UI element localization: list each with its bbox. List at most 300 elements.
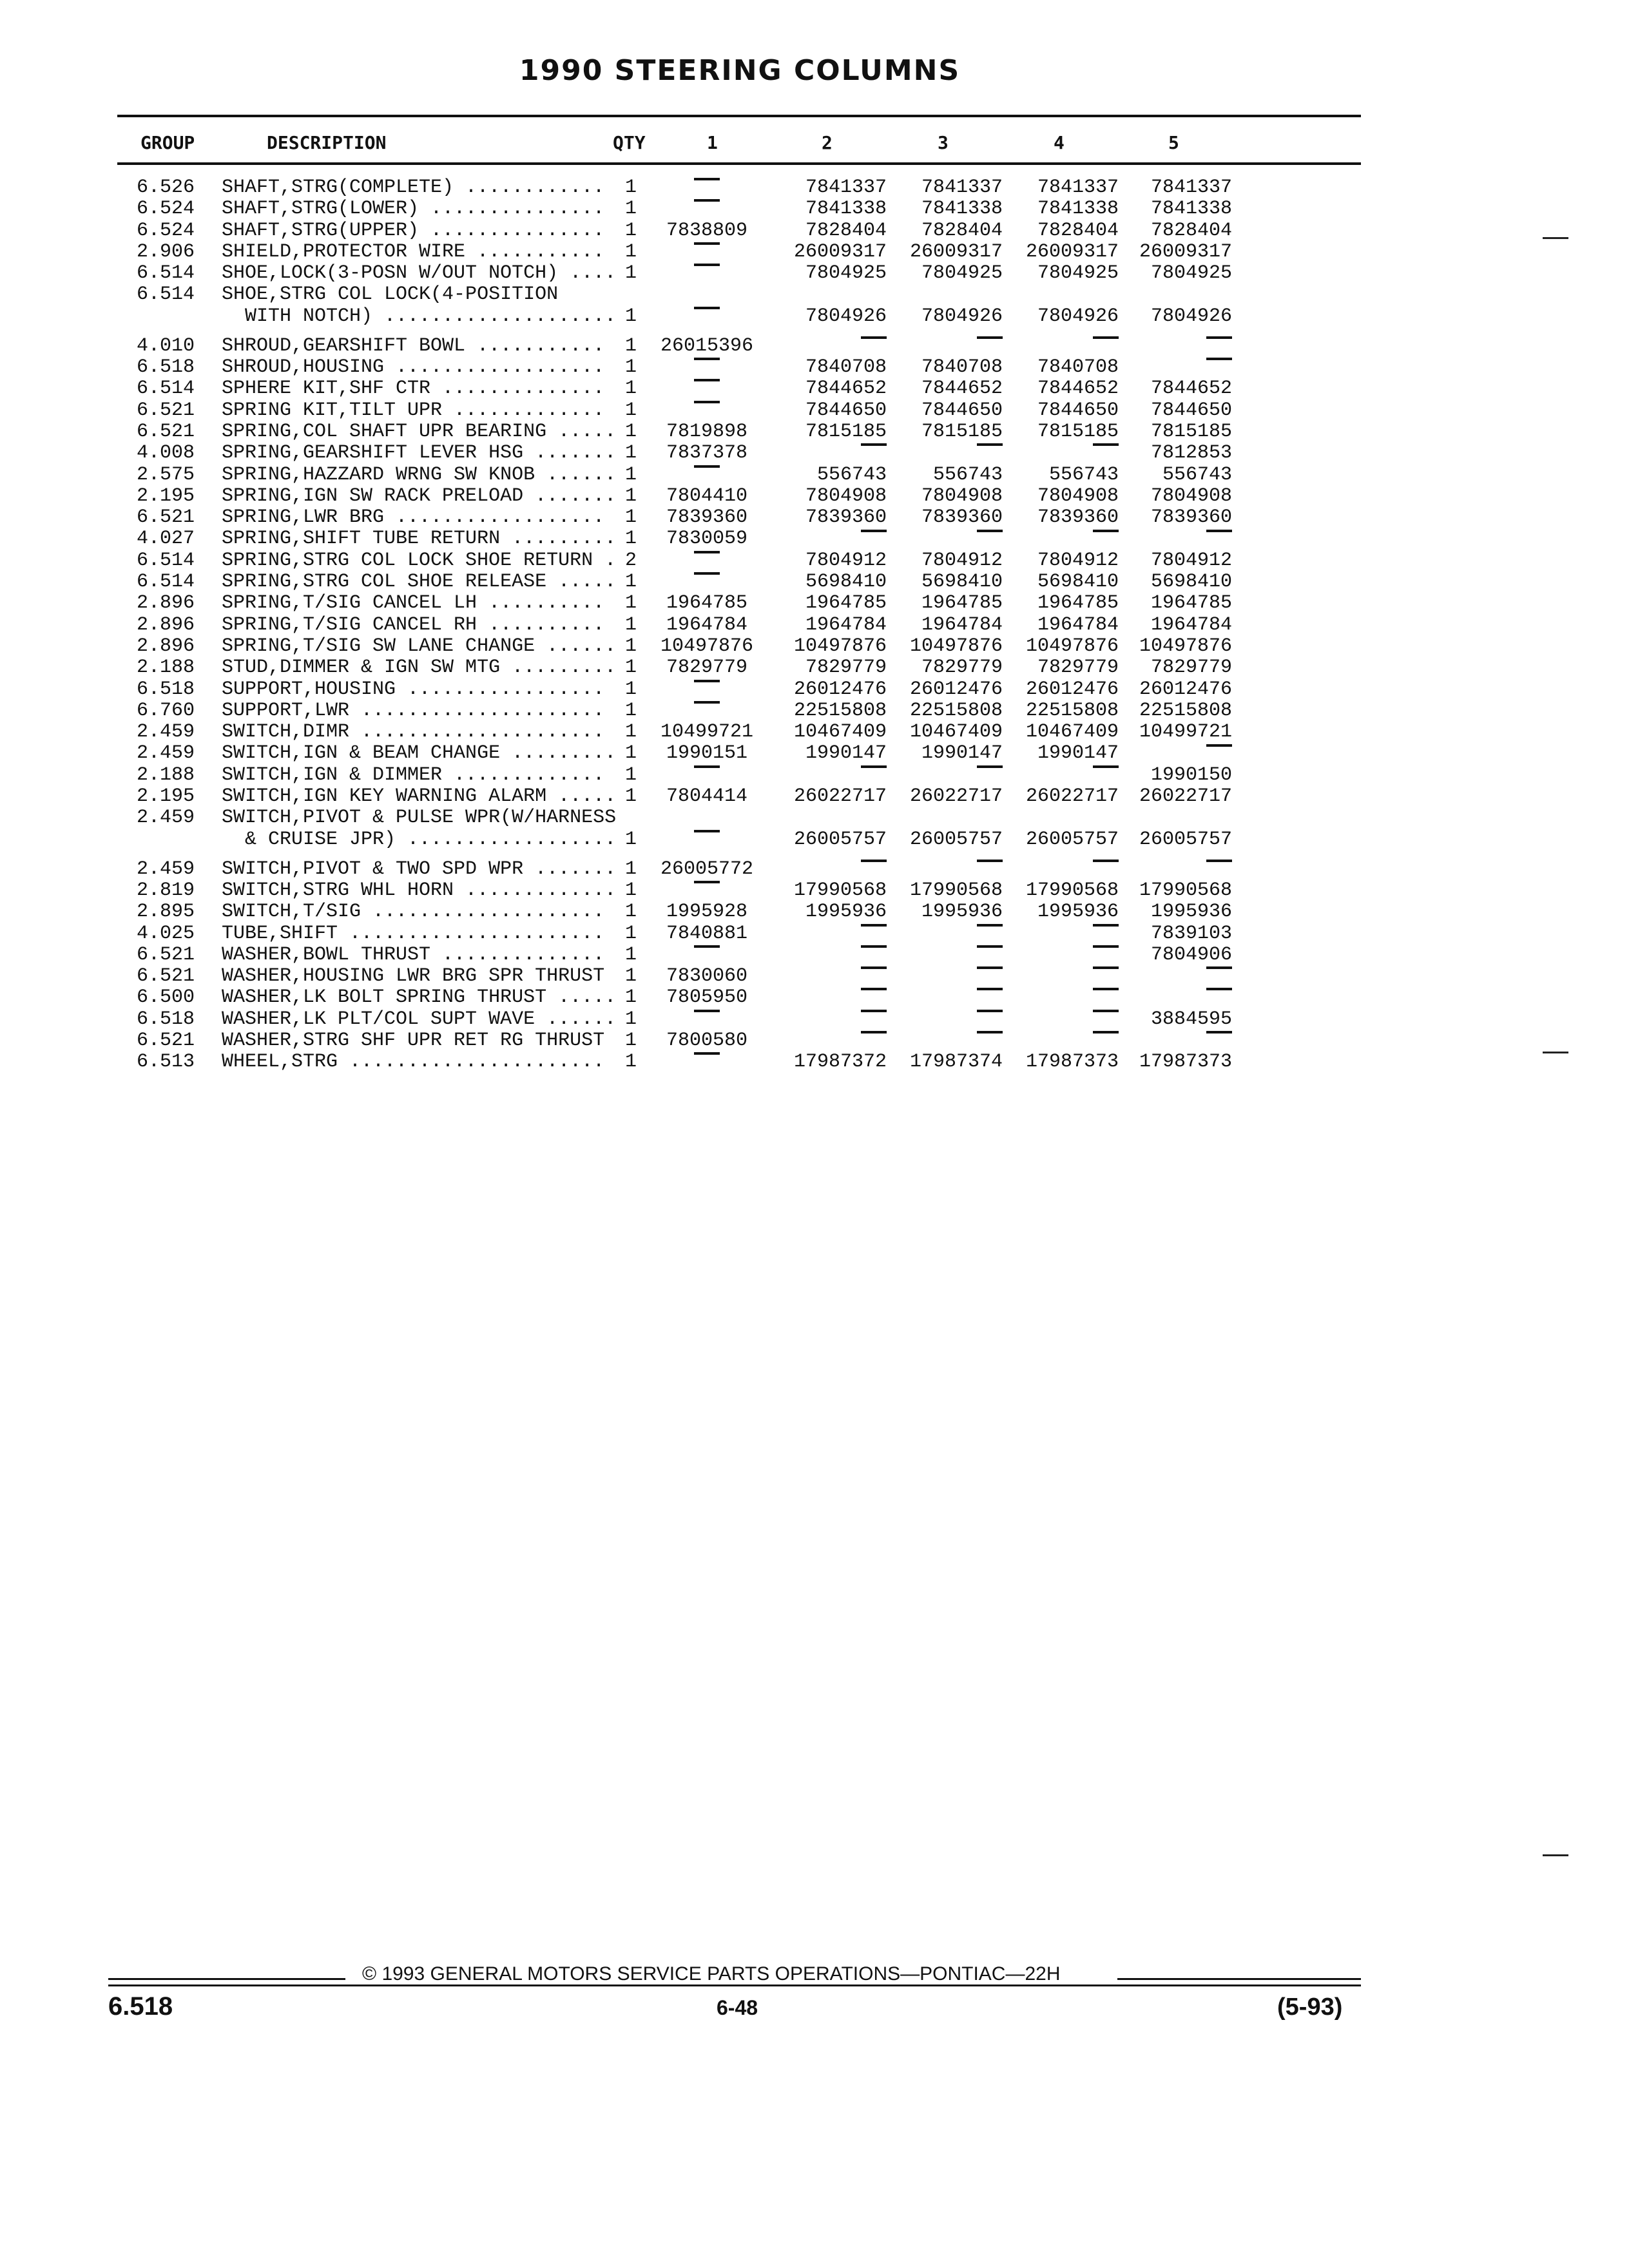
col3-cell: 1990147 [921,742,1003,765]
description-cell: SWITCH,IGN KEY WARNING ALARM ..... [222,785,617,808]
col2-cell: 1964785 [805,592,887,615]
col1-cell [644,263,769,284]
not-applicable-dash [694,765,720,768]
description-cell: TUBE,SHIFT ...................... [222,922,605,945]
qty-cell: 1 [625,1008,637,1030]
table-row [0,400,1629,421]
col4-cell: 10497876 [1025,635,1119,657]
col1-cell: 7830059 [666,528,748,550]
col4-cell [1005,1030,1119,1052]
col3-cell: 5698410 [921,571,1003,593]
table-row [0,679,1629,700]
col5-cell: 22515808 [1139,699,1232,722]
col5-cell [1121,528,1232,550]
description-cell: SPRING,T/SIG CANCEL LH .......... [222,592,605,615]
table-row [0,615,1629,636]
col3-cell [889,336,1003,357]
description-cell: WASHER,BOWL THRUST .............. [222,943,605,966]
not-applicable-dash [861,860,887,862]
col2-cell: 26005757 [793,828,887,850]
col3-cell: 22515808 [909,699,1003,722]
table-row [0,923,1629,945]
col1-cell [644,306,769,327]
table-row [0,357,1629,378]
col1-cell: 7800580 [666,1029,748,1052]
col3-cell [889,443,1003,464]
description-cell: SHOE,LOCK(3-POSN W/OUT NOTCH) .... [222,262,617,285]
not-applicable-dash [694,465,720,468]
table-row [0,550,1629,572]
description-cell: WASHER,LK BOLT SPRING THRUST ..... [222,986,617,1009]
not-applicable-dash [1093,860,1119,862]
col1-cell [644,177,769,198]
col3-cell: 1964785 [921,592,1003,615]
description-cell: WASHER,LK PLT/COL SUPT WAVE ...... [222,1008,617,1030]
col2-cell: 26012476 [793,678,887,700]
col-header-group: GROUP [140,132,195,153]
col2-cell: 22515808 [793,699,887,722]
col5-cell: 1964785 [1150,592,1232,615]
not-applicable-dash [1206,966,1232,969]
col3-cell: 26022717 [909,785,1003,808]
col3-cell [889,945,1003,966]
qty-cell: 1 [625,506,637,529]
description-cell: WASHER,STRG SHF UPR RET RG THRUST [222,1029,605,1052]
group-cell: 6.518 [137,356,195,379]
table-row [0,1052,1629,1073]
col4-cell: 1995936 [1037,901,1119,923]
col3-cell: 7829779 [921,657,1003,679]
group-cell: 2.575 [137,463,195,486]
not-applicable-dash [861,966,887,969]
col3-cell: 7804908 [921,485,1003,507]
col1-cell [644,1009,769,1030]
col4-cell: 7828404 [1037,219,1119,242]
table-row [0,443,1629,464]
description-cell: SWITCH,IGN & BEAM CHANGE ......... [222,742,617,765]
col5-cell [1121,357,1232,378]
group-cell: 6.521 [137,399,195,421]
not-applicable-dash [694,881,720,883]
table-row [0,765,1629,786]
col3-cell: 7841338 [921,198,1003,220]
col5-cell: 7828404 [1150,219,1232,242]
col2-cell [773,987,887,1008]
qty-cell: 1 [625,177,637,198]
table-row [0,636,1629,657]
not-applicable-dash [694,701,720,704]
col2-cell: 7841338 [805,198,887,220]
col2-cell [773,336,887,357]
table-row [0,1030,1629,1052]
col3-cell [889,859,1003,880]
qty-cell: 1 [625,613,637,636]
group-cell: 6.521 [137,965,195,988]
col2-cell: 17987372 [793,1051,887,1073]
revision-date: (5-93) [1277,1994,1343,2021]
not-applicable-dash [694,945,720,948]
qty-cell: 1 [625,240,637,263]
table-row [0,198,1629,220]
col3-cell [889,1030,1003,1052]
col3-cell: 1995936 [921,901,1003,923]
col2-cell: 26009317 [793,240,887,263]
not-applicable-dash [694,551,720,553]
col4-cell: 7804912 [1037,549,1119,572]
table-row [0,1009,1629,1030]
qty-cell: 1 [625,943,637,966]
not-applicable-dash [861,1031,887,1033]
table-row [0,284,1629,305]
col3-cell: 7804926 [921,305,1003,327]
col4-cell [1005,859,1119,880]
group-cell: 2.459 [137,807,195,829]
col4-cell: 7804908 [1037,485,1119,507]
not-applicable-dash [1206,530,1232,532]
description-cell: SPRING,LWR BRG .................. [222,506,605,529]
table-row [0,486,1629,507]
not-applicable-dash [1093,1010,1119,1012]
qty-cell: 1 [625,986,637,1009]
not-applicable-dash [977,988,1003,990]
col5-cell: 10497876 [1139,635,1232,657]
qty-cell: 1 [625,262,637,285]
qty-cell: 1 [625,699,637,722]
table-row [0,306,1629,336]
not-applicable-dash [861,443,887,446]
col4-cell [1005,443,1119,464]
col1-cell: 26015396 [660,334,754,357]
table-row [0,987,1629,1008]
col1-cell: 10497876 [660,635,754,657]
col-header-5: 5 [1168,132,1179,153]
group-cell: 2.896 [137,635,195,657]
col2-cell: 556743 [816,463,887,486]
not-applicable-dash [1093,988,1119,990]
col4-cell [1005,966,1119,987]
not-applicable-dash [1206,860,1232,862]
group-cell: 2.459 [137,858,195,880]
col4-cell: 7815185 [1037,420,1119,443]
description-cell: SPRING,GEARSHIFT LEVER HSG ....... [222,442,617,465]
col2-cell [773,528,887,550]
qty-cell: 1 [625,442,637,465]
qty-cell: 1 [625,764,637,786]
col1-cell [644,700,769,722]
qty-cell: 1 [625,219,637,242]
page-number: 6-48 [717,1996,758,2019]
description-cell: SHROUD,HOUSING .................. [222,356,605,379]
description-cell: SWITCH,T/SIG .................... [222,901,605,923]
col4-cell: 7804926 [1037,305,1119,327]
group-cell: 4.010 [137,334,195,357]
group-cell: 4.027 [137,528,195,550]
qty-cell: 1 [625,785,637,808]
col3-cell [889,528,1003,550]
not-applicable-dash [861,924,887,927]
group-cell: 6.760 [137,699,195,722]
table-row [0,220,1629,242]
qty-cell: 1 [625,721,637,744]
col5-cell [1121,966,1232,987]
section-number: 6.518 [108,1992,173,2021]
qty-cell: 1 [625,305,637,327]
qty-cell: 1 [625,485,637,507]
qty-cell: 1 [625,742,637,765]
col1-cell: 7829779 [666,657,748,679]
col5-cell: 7829779 [1150,657,1232,679]
col1-cell: 7838809 [666,219,748,242]
col4-cell: 7840708 [1037,356,1119,379]
binding-mark [1543,1052,1568,1053]
not-applicable-dash [1206,744,1232,747]
not-applicable-dash [977,765,1003,768]
col1-cell [644,357,769,378]
qty-cell: 1 [625,463,637,486]
col1-cell: 1964784 [666,613,748,636]
col5-cell [1121,336,1232,357]
not-applicable-dash [694,1010,720,1012]
col3-cell: 7844652 [921,378,1003,400]
col3-cell [889,765,1003,786]
col4-cell: 1990147 [1037,742,1119,765]
qty-cell: 1 [625,378,637,400]
col4-cell: 10467409 [1025,721,1119,744]
col4-cell: 7829779 [1037,657,1119,679]
col4-cell: 7804925 [1037,262,1119,285]
col1-cell [644,378,769,399]
table-row [0,263,1629,284]
description-cell: SPRING,T/SIG CANCEL RH .......... [222,613,605,636]
not-applicable-dash [861,945,887,948]
binding-mark [1543,237,1568,239]
description-cell: SPRING,STRG COL SHOE RELEASE ..... [222,571,617,593]
description-cell: WASHER,HOUSING LWR BRG SPR THRUST [222,965,605,988]
col1-cell: 7804414 [666,785,748,808]
col3-cell: 17990568 [909,879,1003,901]
group-cell: 2.459 [137,742,195,765]
table-row [0,177,1629,198]
table-row [0,807,1629,829]
not-applicable-dash [1206,1031,1232,1033]
col1-cell [644,1052,769,1073]
table-row [0,859,1629,880]
col5-cell: 7839360 [1150,506,1232,529]
not-applicable-dash [694,199,720,202]
col4-cell: 26022717 [1025,785,1119,808]
col4-cell: 7839360 [1037,506,1119,529]
description-cell: WITH NOTCH) .................... [222,305,617,327]
col1-cell [644,679,769,700]
not-applicable-dash [694,307,720,309]
col2-cell: 7815185 [805,420,887,443]
col3-cell: 17987374 [909,1051,1003,1073]
group-cell: 4.025 [137,922,195,945]
not-applicable-dash [1206,336,1232,339]
not-applicable-dash [694,572,720,575]
not-applicable-dash [861,988,887,990]
col-header-2: 2 [822,132,833,153]
group-cell: 2.895 [137,901,195,923]
group-cell: 6.524 [137,198,195,220]
col2-cell: 26022717 [793,785,887,808]
table-row [0,507,1629,528]
col5-cell: 26012476 [1139,678,1232,700]
col5-cell: 1995936 [1150,901,1232,923]
table-row [0,945,1629,966]
not-applicable-dash [1093,924,1119,927]
col3-cell [889,987,1003,1008]
description-cell: SPHERE KIT,SHF CTR .............. [222,378,605,400]
not-applicable-dash [694,1052,720,1055]
not-applicable-dash [694,830,720,832]
col3-cell [889,966,1003,987]
description-cell: SPRING KIT,TILT UPR ............. [222,399,605,421]
col1-cell: 7839360 [666,506,748,529]
col5-cell: 26009317 [1139,240,1232,263]
qty-cell: 1 [625,922,637,945]
col5-cell: 7841338 [1150,198,1232,220]
group-cell: 6.514 [137,262,195,285]
table-row [0,722,1629,743]
qty-cell: 1 [625,420,637,443]
description-cell: SUPPORT,HOUSING ................. [222,678,605,700]
description-cell: SHROUD,GEARSHIFT BOWL ........... [222,334,605,357]
col1-cell: 7830060 [666,965,748,988]
qty-cell: 2 [625,549,637,572]
col1-cell: 26005772 [660,858,754,880]
qty-cell: 1 [625,657,637,679]
table-row [0,829,1629,859]
qty-cell: 1 [625,334,637,357]
group-cell: 6.514 [137,378,195,400]
col2-cell [773,1030,887,1052]
group-cell: 2.896 [137,613,195,636]
not-applicable-dash [977,860,1003,862]
col4-cell [1005,1009,1119,1030]
col5-cell: 7844652 [1150,378,1232,400]
parts-table [0,177,1629,1073]
col5-cell [1121,859,1232,880]
col2-cell: 7804912 [805,549,887,572]
footer-rule-bottom [108,1984,1361,1986]
not-applicable-dash [694,401,720,403]
col4-cell: 7844652 [1037,378,1119,400]
table-row [0,528,1629,550]
header-rule [117,162,1361,165]
col5-cell: 3884595 [1150,1008,1232,1030]
qty-cell: 1 [625,571,637,593]
col1-cell: 1995928 [666,901,748,923]
not-applicable-dash [1206,358,1232,360]
table-row [0,700,1629,722]
col4-cell [1005,987,1119,1008]
not-applicable-dash [977,945,1003,948]
col3-cell: 7828404 [921,219,1003,242]
col4-cell: 26012476 [1025,678,1119,700]
group-cell: 6.526 [137,177,195,198]
description-cell: SHIELD,PROTECTOR WIRE ........... [222,240,605,263]
col4-cell: 1964784 [1037,613,1119,636]
description-cell: SHAFT,STRG(COMPLETE) ............ [222,177,605,198]
col5-cell: 7804912 [1150,549,1232,572]
col1-cell: 7840881 [666,922,748,945]
col1-cell [644,242,769,263]
qty-cell: 1 [625,879,637,901]
col2-cell: 7841337 [805,177,887,198]
col2-cell [773,966,887,987]
col2-cell: 7804925 [805,262,887,285]
col2-cell: 7840708 [805,356,887,379]
qty-cell: 1 [625,399,637,421]
col3-cell: 7815185 [921,420,1003,443]
group-cell: 6.500 [137,986,195,1009]
group-cell: 2.195 [137,785,195,808]
col3-cell [889,1009,1003,1030]
description-cell: SHAFT,STRG(UPPER) ............... [222,219,605,242]
col5-cell: 7815185 [1150,420,1232,443]
col4-cell: 26009317 [1025,240,1119,263]
description-cell: SHAFT,STRG(LOWER) ............... [222,198,605,220]
col5-cell: 7844650 [1150,399,1232,421]
table-row [0,242,1629,263]
page-title: 1990 STEERING COLUMNS [519,54,961,87]
col5-cell: 7839103 [1150,922,1232,945]
not-applicable-dash [1093,530,1119,532]
table-row [0,421,1629,443]
group-cell: 6.514 [137,571,195,593]
col5-cell: 556743 [1162,463,1232,486]
col3-cell: 10497876 [909,635,1003,657]
qty-cell: 1 [625,901,637,923]
col2-cell: 7828404 [805,219,887,242]
group-cell: 2.896 [137,592,195,615]
table-row [0,465,1629,486]
col3-cell: 7844650 [921,399,1003,421]
qty-cell: 1 [625,356,637,379]
col3-cell: 7804925 [921,262,1003,285]
col5-cell: 26022717 [1139,785,1232,808]
group-cell: 2.906 [137,240,195,263]
table-row [0,880,1629,901]
not-applicable-dash [977,1010,1003,1012]
col4-cell [1005,945,1119,966]
not-applicable-dash [694,264,720,266]
col1-cell [644,550,769,572]
table-row [0,593,1629,614]
col2-cell: 7839360 [805,506,887,529]
col1-cell: 1964785 [666,592,748,615]
col5-cell: 1964784 [1150,613,1232,636]
col-header-1: 1 [707,132,718,153]
description-cell: SWITCH,IGN & DIMMER ............. [222,764,605,786]
qty-cell: 1 [625,965,637,988]
description-cell: SPRING,HAZZARD WRNG SW KNOB ...... [222,463,617,486]
not-applicable-dash [1206,988,1232,990]
col4-cell: 7841338 [1037,198,1119,220]
table-row [0,966,1629,987]
col2-cell [773,859,887,880]
not-applicable-dash [1093,443,1119,446]
binding-mark [1543,1854,1568,1856]
description-cell: SWITCH,PIVOT & PULSE WPR(W/HARNESS [222,807,617,829]
top-rule [117,115,1361,117]
description-cell: WHEEL,STRG ...................... [222,1051,605,1073]
col-header-qty: QTY [613,132,646,153]
col4-cell: 17987373 [1025,1051,1119,1073]
col2-cell: 1964784 [805,613,887,636]
qty-cell: 1 [625,528,637,550]
